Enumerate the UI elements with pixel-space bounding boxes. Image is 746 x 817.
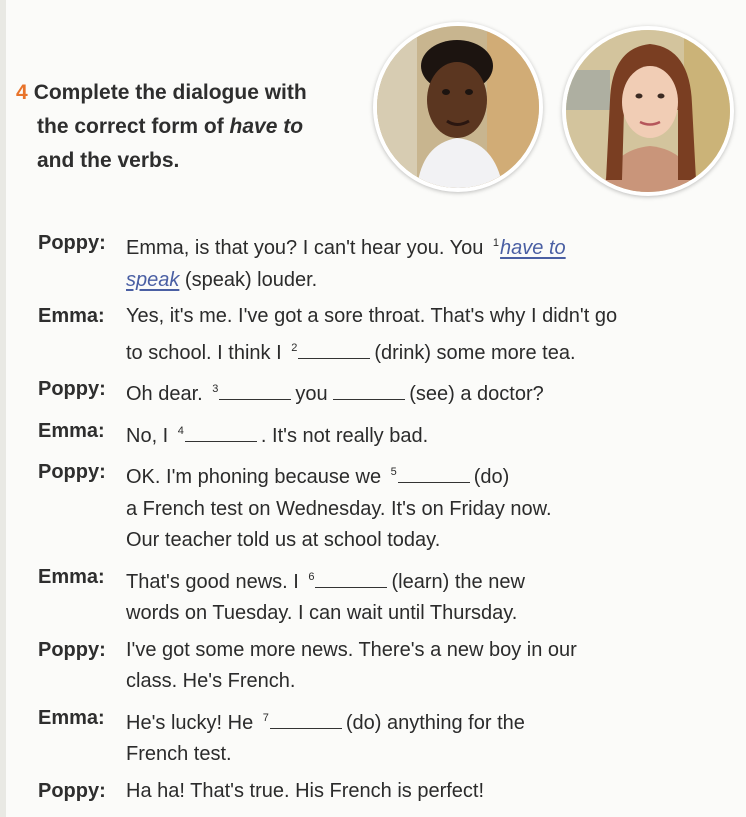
dialogue-turn (38, 301, 738, 369)
speech-line (126, 457, 726, 494)
gap-number: 5 (390, 466, 397, 478)
speech-fragment: Emma, is that you? I can't hear you. You (126, 237, 489, 259)
speaker-label: Poppy: (38, 638, 106, 661)
speech-fragment: I've got some more news. There's a new boy in our (126, 638, 577, 661)
speech-line (126, 703, 726, 740)
speech-text (126, 776, 726, 808)
speech-text (126, 228, 726, 296)
speech-line (126, 562, 726, 599)
gap-number: 4 (177, 424, 184, 437)
speech-line (126, 598, 726, 630)
page-edge (0, 0, 6, 817)
gap-number: 6 (308, 570, 315, 583)
answer-blank[interactable] (185, 425, 257, 442)
instruction-text-3: and the verbs. (37, 149, 180, 172)
instruction-text-1: Complete the dialogue with (33, 81, 307, 104)
speech-fragment: He's lucky! He (126, 711, 259, 734)
speech-text (126, 635, 726, 698)
exercise-instructions (16, 76, 307, 178)
speech-text (126, 374, 726, 411)
speech-fragment: (speak) louder. (179, 268, 318, 291)
portrait-right-illustration (566, 30, 730, 192)
dialogue-turn (38, 457, 738, 557)
exercise-number: 4 (16, 81, 28, 104)
dialogue-turn (38, 562, 738, 630)
speech-fragment: Ha ha! That's true. His French is perfect! (126, 779, 485, 802)
speech-line (126, 776, 726, 808)
speech-line (126, 374, 726, 411)
speaker-label: Emma: (38, 565, 105, 588)
answer-blank[interactable] (398, 466, 470, 483)
dialogue (38, 228, 738, 812)
speech-fragment: That's good news. I (126, 570, 305, 593)
speech-text (126, 301, 726, 369)
speech-fragment: (drink) some more tea. (374, 341, 576, 364)
speech-fragment: to school. I think I (126, 341, 288, 364)
speech-fragment: words on Tuesday. I can wait until Thursday. (126, 602, 518, 624)
speaker-label: Emma: (38, 419, 105, 442)
instruction-line-2 (16, 110, 307, 144)
speech-line (126, 333, 726, 370)
speech-line (126, 228, 726, 265)
speech-fragment: (do) anything for the (345, 711, 525, 734)
filled-answer: have to (500, 237, 566, 259)
speech-line (126, 666, 726, 698)
answer-blank[interactable] (333, 383, 405, 400)
speech-fragment: class. He's French. (126, 670, 296, 692)
speech-fragment: Oh dear. (126, 383, 209, 405)
speech-fragment: Our teacher told us at school today. (126, 529, 441, 551)
dialogue-turn (38, 228, 738, 296)
speaker-label: Poppy: (38, 779, 106, 802)
speech-fragment: OK. I'm phoning because we (126, 466, 387, 488)
speech-fragment: (see) a doctor? (409, 383, 544, 405)
speech-text (126, 416, 726, 453)
answer-blank[interactable] (315, 571, 387, 588)
gap-number: 3 (212, 383, 219, 395)
instruction-italic-phrase: have to (229, 115, 304, 138)
portrait-right (562, 26, 734, 196)
dialogue-turn (38, 416, 738, 453)
speech-fragment: No, I (126, 424, 174, 447)
speech-line (126, 525, 726, 557)
instruction-line-3 (16, 144, 307, 178)
speech-fragment: French test. (126, 743, 232, 765)
answer-blank[interactable] (270, 712, 342, 729)
gap-number: 7 (262, 711, 269, 724)
speech-fragment: (learn) the new (391, 570, 525, 593)
gap-number: 2 (291, 341, 298, 354)
speech-text (126, 457, 726, 557)
speech-line (126, 301, 726, 333)
speech-fragment: . It's not really bad. (260, 424, 429, 447)
answer-blank[interactable] (219, 383, 291, 400)
instruction-text-2: the correct form of (37, 115, 230, 138)
gap-number: 1 (492, 237, 500, 249)
portrait-left-illustration (377, 26, 539, 188)
filled-answer: speak (126, 268, 180, 291)
speaker-label: Poppy: (38, 461, 106, 483)
speech-line (126, 265, 726, 297)
speech-fragment: Yes, it's me. I've got a sore throat. That's why I didn't go (126, 305, 618, 327)
speech-line (126, 635, 726, 667)
speaker-label: Poppy: (38, 232, 106, 254)
speech-line (126, 739, 726, 771)
dialogue-turn (38, 374, 738, 411)
instruction-line-1 (16, 76, 307, 110)
dialogue-turn (38, 776, 738, 808)
speech-fragment: you (295, 383, 334, 405)
speech-text (126, 562, 726, 630)
speech-fragment: a French test on Wednesday. It's on Friday now. (126, 497, 552, 520)
speech-fragment: (do) (473, 466, 510, 488)
dialogue-turn (38, 635, 738, 698)
dialogue-turn (38, 703, 738, 771)
speech-line (126, 494, 726, 526)
speaker-label: Emma: (38, 305, 105, 327)
portrait-left (373, 22, 543, 192)
answer-blank[interactable] (298, 342, 370, 359)
speech-text (126, 703, 726, 771)
speaker-label: Poppy: (38, 378, 106, 400)
speaker-label: Emma: (38, 706, 105, 729)
speech-line (126, 416, 726, 453)
